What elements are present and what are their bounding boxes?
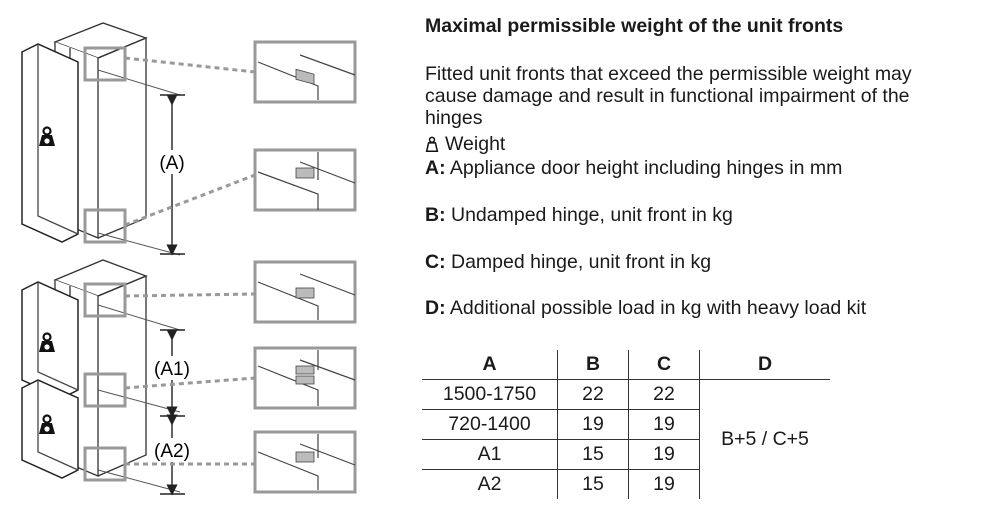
detail-box bbox=[255, 432, 355, 492]
label-a2: (A2) bbox=[154, 441, 190, 462]
definition-a: A: Appliance door height including hinges in mm bbox=[425, 157, 843, 179]
weight-table bbox=[422, 350, 830, 499]
header-d: D bbox=[700, 350, 831, 380]
detail-box bbox=[255, 348, 355, 408]
weight-label: Weight bbox=[445, 133, 506, 155]
d-value: B+5 / C+5 bbox=[721, 428, 809, 450]
label-a1: (A1) bbox=[154, 359, 190, 380]
intro-line: hinges bbox=[425, 107, 483, 129]
table-row: A2 15 19 bbox=[422, 470, 830, 500]
page-heading: Maximal permissible weight of the unit fronts bbox=[425, 15, 844, 37]
dimension-a1-a2 bbox=[160, 330, 185, 494]
definition-b: B: Undamped hinge, unit front in kg bbox=[425, 204, 733, 226]
header-b: B bbox=[558, 350, 629, 380]
definition-c: C: Damped hinge, unit front in kg bbox=[425, 251, 712, 273]
intro-line: cause damage and result in functional impairment of the bbox=[425, 85, 910, 107]
detail-box bbox=[255, 262, 355, 322]
header-a: A bbox=[422, 350, 558, 380]
callout-lines bbox=[125, 58, 255, 464]
intro-line: Fitted unit fronts that exceed the permissible weight may bbox=[425, 63, 912, 85]
installation-illustration bbox=[0, 0, 400, 511]
dimension-a bbox=[160, 95, 185, 254]
weight-icon bbox=[425, 136, 439, 152]
intro-paragraph bbox=[425, 63, 985, 129]
table-header-row bbox=[422, 350, 830, 380]
weight-legend bbox=[425, 133, 505, 155]
header-c: C bbox=[629, 350, 700, 380]
table-row: A1 15 19 bbox=[422, 440, 830, 470]
definition-d: D: Additional possible load in kg with heavy load kit bbox=[425, 297, 867, 319]
detail-box bbox=[255, 42, 355, 102]
detail-box bbox=[255, 150, 355, 210]
table-row: 1500-1750 22 22 B+5 / C+5 bbox=[422, 380, 830, 410]
label-a: (A) bbox=[159, 153, 185, 174]
table-row: 720-1400 19 19 bbox=[422, 410, 830, 440]
